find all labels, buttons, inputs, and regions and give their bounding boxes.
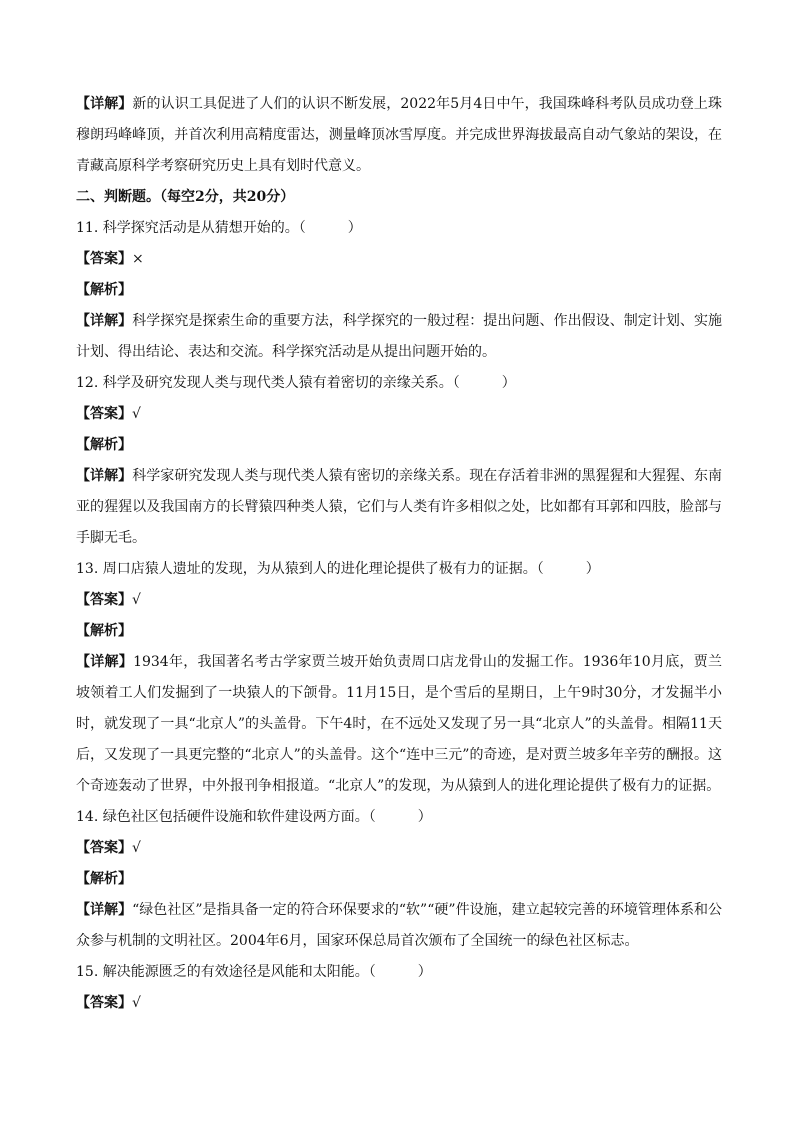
analysis-line xyxy=(76,430,722,461)
detail-text: 科学探究是探索生命的重要方法，科学探究的一般过程：提出问题、作出假设、制定计划、实施计划、得出结论、表达和交流。科学探究活动是从提出问题开始的。 xyxy=(76,313,723,360)
answer-tag: 【答案】 xyxy=(76,406,132,422)
answer-text: √ xyxy=(132,592,141,608)
detail-line xyxy=(76,461,722,554)
answer-text: × xyxy=(132,251,144,267)
question-text: 11. 科学探究活动是从猜想开始的。（ ） xyxy=(76,220,362,236)
answer-text: √ xyxy=(132,995,141,1011)
detail-text: 新的认识工具促进了人们的认识不断发展，2022年5月4日中午，我国珠峰科考队员成功登上珠穆朗玛峰峰顶，并首次利用高精度雷达，测量峰顶冰雪厚度。并完成世界海拔最高自动气象站的架设，在青藏高原科学考察研究历史上具有划时代意义。 xyxy=(76,96,722,174)
analysis-tag: 【解析】 xyxy=(76,871,132,887)
analysis-tag: 【解析】 xyxy=(76,282,132,298)
detail-line xyxy=(76,306,722,368)
question-text: 13. 周口店猿人遗址的发现，为从猿到人的进化理论提供了极有力的证据。（ ） xyxy=(76,561,600,577)
detail-tag: 【详解】 xyxy=(76,468,133,484)
answer-line xyxy=(76,585,722,616)
question-text: 14. 绿色社区包括硬件设施和软件建设两方面。（ ） xyxy=(76,809,432,825)
analysis-tag: 【解析】 xyxy=(76,623,132,639)
answer-tag: 【答案】 xyxy=(76,592,132,608)
detail-line xyxy=(76,647,722,802)
section-heading: 二、判断题。（每空2分，共20分） xyxy=(76,189,295,205)
answer-tag: 【答案】 xyxy=(76,840,132,856)
answer-text: √ xyxy=(132,840,141,856)
answer-line xyxy=(76,988,722,1019)
detail-text: “绿色社区”是指具备一定的符合环保要求的“软”“硬”件设施，建立起较完善的环境管理体系和公众参与机制的文明社区。2004年6月，国家环保总局首次颁布了全国统一的绿色社区标志。 xyxy=(76,902,722,949)
question-text: 12. 科学及研究发现人类与现代类人猿有着密切的亲缘关系。（ ） xyxy=(76,375,516,391)
detail-tag: 【详解】 xyxy=(76,654,134,670)
detail-line xyxy=(76,895,722,957)
detail-tag: 【详解】 xyxy=(76,96,133,112)
analysis-line xyxy=(76,864,722,895)
detail-tag: 【详解】 xyxy=(76,902,133,918)
answer-tag: 【答案】 xyxy=(76,995,132,1011)
detail-tag: 【详解】 xyxy=(76,313,133,329)
answer-line xyxy=(76,833,722,864)
answer-line xyxy=(76,399,722,430)
document-content xyxy=(76,89,722,1019)
answer-tag: 【答案】 xyxy=(76,251,132,267)
analysis-line xyxy=(76,616,722,647)
detail-text: 科学家研究发现人类与现代类人猿有密切的亲缘关系。现在存活着非洲的黑猩猩和大猩猩、东南亚的猩猩以及我国南方的长臂猿四种类人猿，它们与人类有许多相似之处，比如都有耳郭和四肢，脸部与手脚无毛。 xyxy=(76,468,723,546)
analysis-tag: 【解析】 xyxy=(76,437,132,453)
answer-line xyxy=(76,244,722,275)
question-text: 15. 解决能源匮乏的有效途径是风能和太阳能。（ ） xyxy=(76,964,432,980)
analysis-line xyxy=(76,275,722,306)
detail-line xyxy=(76,89,722,182)
detail-text: 1934年，我国著名考古学家贾兰坡开始负责周口店龙骨山的发掘工作。1936年10月底，贾兰坡领着工人们发掘到了一块猿人的下颌骨。11月15日，是个雪后的星期日，上午9时30分，才发掘半小时，就发现了一具“北京人”的头盖骨。下午4时，在不远处又发现了另一具“北京人”的头盖骨。相隔11天后，又发现了一具更完整的“北京人”的头盖骨。这个“连中三元”的奇迹，是对贾兰坡多年辛劳的酬报。这个奇迹轰动了世界，中外报刊争相报道。“北京人”的发现，为从猿到人的进化理论提供了极有力的证据。 xyxy=(76,654,723,794)
answer-text: √ xyxy=(132,406,141,422)
